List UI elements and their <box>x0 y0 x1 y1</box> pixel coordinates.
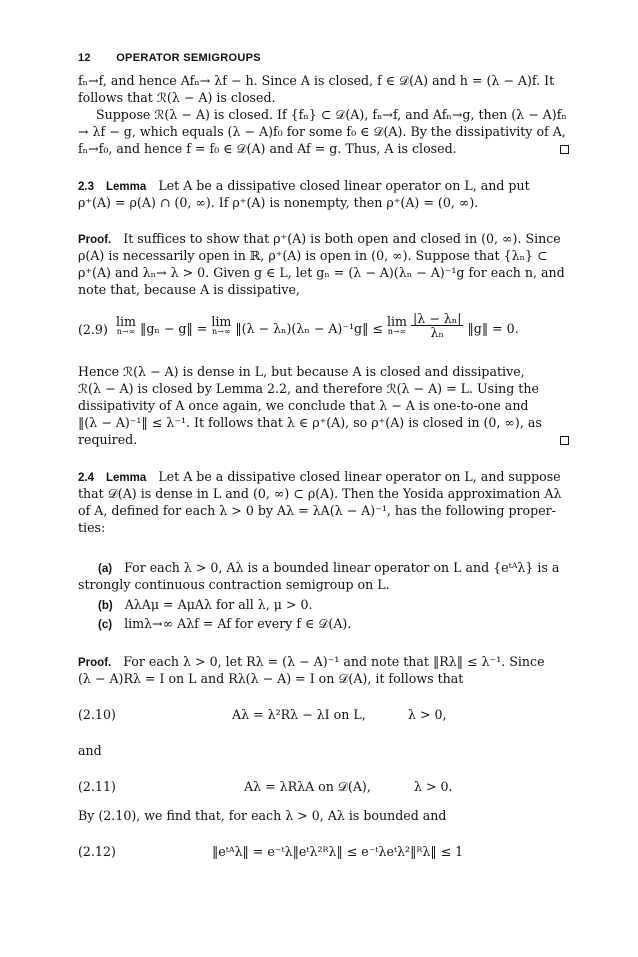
item-text: limλ→∞ Aλf = Af for every f ∈ 𝒟(A). <box>124 616 352 631</box>
running-header <box>78 50 261 66</box>
item-label: (b) <box>98 600 113 612</box>
equation-2-9: lim n→∞ ‖gₙ − g‖ = lim n→∞ ‖(λ − λₙ)(λₙ − A)⁻¹g‖ ≤ lim n→∞ $\frac{\text{|λ − λₙ|}}{\text{λₙ}}$ ‖g‖ = 0. <box>116 311 519 340</box>
qed-box <box>560 145 569 154</box>
text-line: ρ(A) is necessarily open in ℝ, ρ⁺(A) is open in (0, ∞). Suppose that {λₙ} ⊂ <box>78 248 548 263</box>
lemma-2-3 <box>78 178 530 195</box>
text-line: ρ⁺(A) and λₙ→ λ > 0. Given g ∈ L, let gₙ = (λ − A)(λₙ − A)⁻¹g for each n, and <box>78 265 565 280</box>
limit-operator: lim n→∞ <box>116 314 136 336</box>
lemma-heading: Lemma <box>106 472 147 484</box>
fraction: $\frac{\text{|λ − λₙ|}}{\text{λₙ}}$ <box>412 311 462 340</box>
lemma-item-b <box>98 597 313 614</box>
text-line: ties: <box>78 520 106 535</box>
proof-2-4 <box>78 654 545 671</box>
text-line: follows that ℛ(λ − A) is closed. <box>78 90 276 105</box>
text-line: required. <box>78 432 138 447</box>
proof-text: It suffices to show that ρ⁺(A) is both open and closed in (0, ∞). Since <box>123 231 561 246</box>
lemma-item-c <box>98 616 351 633</box>
item-label: (a) <box>98 563 113 575</box>
item-text: For each λ > 0, Aλ is a bounded linear operator on L and {eᵗᴬλ} is a <box>124 560 560 575</box>
limit-operator: lim n→∞ <box>211 314 232 336</box>
equation-2-12: ‖eᵗᴬλ‖ = e⁻ᵗλ‖eᵗλ²ᴿλ‖ ≤ e⁻ᵗλeᵗλ²‖ᴿλ‖ ≤ 1 <box>212 844 464 859</box>
page-number: 12 <box>78 52 91 64</box>
proof-text: For each λ > 0, let Rλ = (λ − A)⁻¹ and note that ‖Rλ‖ ≤ λ⁻¹. Since <box>123 654 545 669</box>
equation-condition: λ > 0. <box>414 779 453 794</box>
equation-number: (2.11) <box>78 779 116 794</box>
lemma-2-4 <box>78 469 561 486</box>
text-line: By (2.10), we find that, for each λ > 0, Aλ is bounded and <box>78 808 447 823</box>
text-line: fₙ→f₀, and hence f = f₀ ∈ 𝒟(A) and Af = g. Thus, A is closed. <box>78 141 457 156</box>
text-line: Hence ℛ(λ − A) is dense in L, but because A is closed and dissipative, <box>78 364 525 379</box>
equation-number: (2.9) <box>78 322 108 337</box>
equation-number: (2.12) <box>78 844 116 859</box>
equation-number: (2.10) <box>78 707 116 722</box>
text-line: of A, defined for each λ > 0 by Aλ = λA(λ − A)⁻¹, has the following proper- <box>78 503 556 518</box>
lemma-heading: Lemma <box>106 181 147 193</box>
text-line: dissipativity of A once again, we conclude that λ − A is one-to-one and <box>78 398 529 413</box>
lemma-number: 2.3 <box>78 181 94 193</box>
proof-heading: Proof. <box>78 657 112 669</box>
text-line: ℛ(λ − A) is closed by Lemma 2.2, and therefore ℛ(λ − A) = L. Using the <box>78 381 539 396</box>
qed-box <box>560 436 569 445</box>
text-line: that 𝒟(A) is dense in L and (0, ∞) ⊂ ρ(A). Then the Yosida approximation Aλ <box>78 486 562 501</box>
equation-condition: λ > 0, <box>408 707 447 722</box>
lemma-item-a <box>98 560 559 577</box>
limit-operator: lim n→∞ <box>386 314 407 336</box>
text-line: → λf − g, which equals (λ − A)f₀ for some f₀ ∈ 𝒟(A). By the dissipativity of A, <box>78 124 566 139</box>
text-line: (λ − A)Rλ = I on L and Rλ(λ − A) = I on 𝒟(A), it follows that <box>78 671 464 686</box>
lemma-text: Let A be a dissipative closed linear operator on L, and put <box>158 178 530 193</box>
text-line: Suppose ℛ(λ − A) is closed. If {fₙ} ⊂ 𝒟(A), fₙ→f, and Afₙ→g, then (λ − A)fₙ <box>96 107 567 122</box>
lemma-text: Let A be a dissipative closed linear operator on L, and suppose <box>158 469 561 484</box>
proof-heading: Proof. <box>78 234 112 246</box>
proof-2-3 <box>78 231 561 248</box>
item-label: (c) <box>98 619 113 631</box>
lemma-number: 2.4 <box>78 472 94 484</box>
item-text: AλAμ = AμAλ for all λ, μ > 0. <box>124 597 313 612</box>
text-line: note that, because A is dissipative, <box>78 282 300 297</box>
text-line: strongly continuous contraction semigroup on L. <box>78 577 390 592</box>
equation-2-11: Aλ = λRλA on 𝒟(A), <box>244 779 371 794</box>
text-line: fₙ→f, and hence Afₙ→ λf − h. Since A is closed, f ∈ 𝒟(A) and h = (λ − A)f. It <box>78 73 555 88</box>
running-title: OPERATOR SEMIGROUPS <box>116 52 261 64</box>
text-line: and <box>78 743 102 758</box>
equation-2-10: Aλ = λ²Rλ − λI on L, <box>232 707 366 722</box>
text-line: ‖(λ − A)⁻¹‖ ≤ λ⁻¹. It follows that λ ∈ ρ⁺(A), so ρ⁺(A) is closed in (0, ∞), as <box>78 415 542 430</box>
text-line: ρ⁺(A) = ρ(A) ∩ (0, ∞). If ρ⁺(A) is nonempty, then ρ⁺(A) = (0, ∞). <box>78 195 479 210</box>
